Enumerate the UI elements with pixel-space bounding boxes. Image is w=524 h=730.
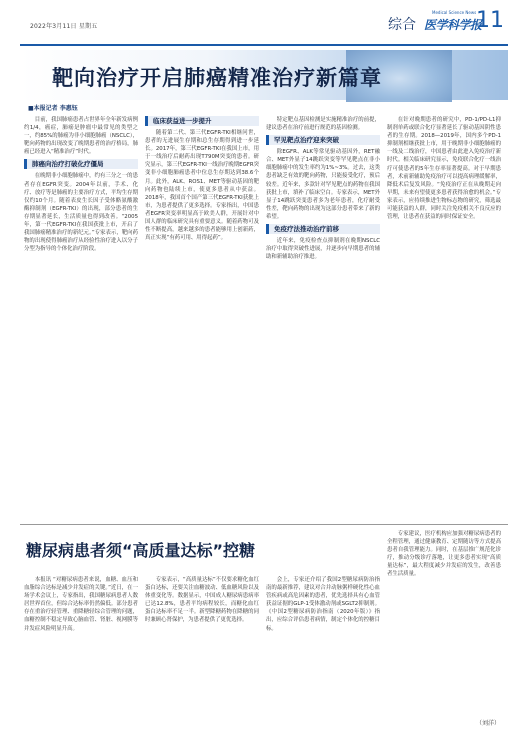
paragraph: 会上，专家还介绍了我国2型糖尿病防治指南的最新推荐，建议对合并动脉粥样硬化性心血管疾病或高危因素的患者，优先选择具有心血管获益证据的GLP-1受体激动剂或SGLT2抑制剂。《中国2型糖尿病防治指南（2020年版）》指出，应综合评估患者病情，制定个体化的控糖目标。 [266, 577, 380, 632]
brand-subtitle: Medical Science News [432, 10, 477, 15]
paragraph: 专家表示，“高质量达标”不仅要求糖化血红蛋白达标，还要关注血糖波动、低血糖风险以及体重变化等。数据显示，中国成人糖尿病患病率已达12.8%，患者平均病程较长，而糖化血红蛋白达标率不足一半。新型降糖药物在降糖的同时兼顾心肾保护，为患者提供了更优选择。 [145, 577, 259, 624]
page-number: 11 [476, 8, 504, 33]
article-divider [20, 524, 508, 525]
article-title: 靶向治疗开启肺癌精准治疗新篇章 [52, 66, 382, 90]
paragraph: 本报讯 “对糖尿病患者来说，血糖、血压和血脂综合达标是减少并发症的关键。”近日，在一场学术会议上，专家指出，我国糖尿病患者人数居世界首位，但综合达标率仍然偏低。部分患者存在重治疗轻管理、重降糖轻综合管理的问题，血糖控制不稳定导致心脑血管、肾脏、视网膜等并发症风险明显升高。 [24, 577, 138, 632]
article-byline: ■本报记者 李惠钰 [28, 105, 78, 112]
subhead-3: 罕见靶点治疗迎来突破 [266, 135, 380, 145]
issue-date: 2022年3月11日 星期五 [30, 23, 98, 30]
paragraph: 随着第二代、第三代EGFR-TKI相继问世，患者的无进展生存期和总生存期得到进一步延长。2017年，第三代EGFR-TKI在我国上市，用于一线治疗后耐药出现T790M突变的患者。研究显示，第三代EGFR-TKI一线治疗晚期EGFR突变非小细胞肺癌患者中位总生存期达到38.6个月。此外，ALK、ROS1、MET等驱动基因的靶向药物也陆续上市，使更多患者从中获益。2018年，我国首个国产第三代EGFR-TKI获批上市，为患者提供了更多选择。专家指出，中国患者EGFR突变率明显高于欧美人群，开展针对中国人群的临床研究具有重要意义。随着药物可及性不断提高，越来越多的患者能够用上创新药，真正实现“有药可用、用得起药”。 [145, 130, 259, 242]
paragraph: 除EGFR、ALK等常见驱动基因外，RET融合、MET外显子14跳跃突变等罕见靶点在非小细胞肺癌中的发生率约为1%~3%。过去，这类患者缺乏有效的靶向药物，只能接受化疗，预后较差。近年来，多款针对罕见靶点的药物在我国获批上市，填补了临床空白。专家表示，MET外显子14跳跃突变患者多为老年患者，化疗耐受性差，靶向药物的出现为这部分患者带来了新的希望。 [266, 149, 380, 220]
article2-column-1 [24, 576, 138, 708]
subhead-2: 临床获益进一步提升 [145, 116, 259, 126]
section-name: 综合 [388, 17, 416, 33]
paragraph: 特定靶点基因检测是实施精准治疗的前提，建议患者在治疗前进行规范的基因检测。 [266, 117, 380, 132]
brand-logo: 医学科学报 [424, 18, 482, 32]
header-rule [20, 44, 508, 46]
subhead-4: 免疫疗法推动治疗前移 [266, 224, 380, 234]
article2-column-3 [266, 576, 380, 708]
subhead-1: 肺癌向治疗打破化疗僵局 [24, 159, 138, 169]
article2-author: （刘洋） [476, 720, 501, 727]
article2-column-2 [145, 576, 259, 708]
column-4 [387, 116, 501, 516]
column-3 [266, 116, 380, 516]
article2-column-4 [387, 530, 501, 714]
column-1 [24, 116, 138, 516]
column-2 [145, 116, 259, 516]
paragraph: 近年来，免疫检查点抑制剂在晚期NSCLC治疗中取得突破性进展，并逐步向早期患者的辅助和新辅助治疗推进。 [266, 238, 380, 261]
article2-title: 糖尿病患者须“高质量达标”控糖 [26, 541, 256, 560]
paragraph: 在晚期非小细胞肺癌中，约有三分之一的患者存在EGFR突变。2004年以前，手术、化疗、放疗等是肺癌的主要治疗方式，平均生存期仅约10个月。随着表皮生长因子受体酪氨酸激酶抑制剂（EGFR-TKI）的出现，部分患者的生存期显著延长，生活质量也得到改善。“2005年，第一代EGFR-TKI在我国获批上市，开启了我国肺癌精准治疗的新纪元。”专家表示，靶向药物的出现使得肺癌治疗从经验性治疗进入以分子分型为指导的个体化治疗阶段。 [24, 173, 138, 253]
paragraph: 专家建议，医疗机构应加强对糖尿病患者的全程管理，通过健康教育、定期随访等方式提高患者自我管理能力。同时，在基层推广规范化诊疗，推动分级诊疗落地，让更多患者实现“高质量达标”，最大程度减少并发症的发生，改善患者生活质量。 [387, 531, 501, 578]
paragraph: 在针对晚期患者的研究中，PD-1/PD-L1抑制剂单药或联合化疗显著延长了驱动基因阴性患者的生存期。2018—2019年，国内多个PD-1抑制剂相继获批上市，用于晚期非小细胞肺癌的一线及二线治疗，中国患者由此进入免疫治疗新时代。相关临床研究显示，免疫联合化疗一线治疗可使患者的5年生存率显著提高。对于早期患者，术前新辅助免疫治疗可以提高病理缓解率，降低术后复发风险。“免疫治疗正在从晚期走向早期，未来有望使更多患者获得治愈的机会。”专家表示，应持续推进生物标志物的研究，筛选最可能获益的人群，同时关注免疫相关不良反应的管理，让患者在获益的同时保证安全。 [387, 117, 501, 221]
paragraph: 目前，我国肺癌患者占世界年全年新发病例约1/4，癌症，肺癌是肿瘤中最常见的类型之一，约85%的肺癌为非小细胞肺癌（NSCLC），靶向药物的出现改变了晚期患者的治疗格局，肺癌已经进入“精准治疗”时代。 [24, 117, 138, 156]
